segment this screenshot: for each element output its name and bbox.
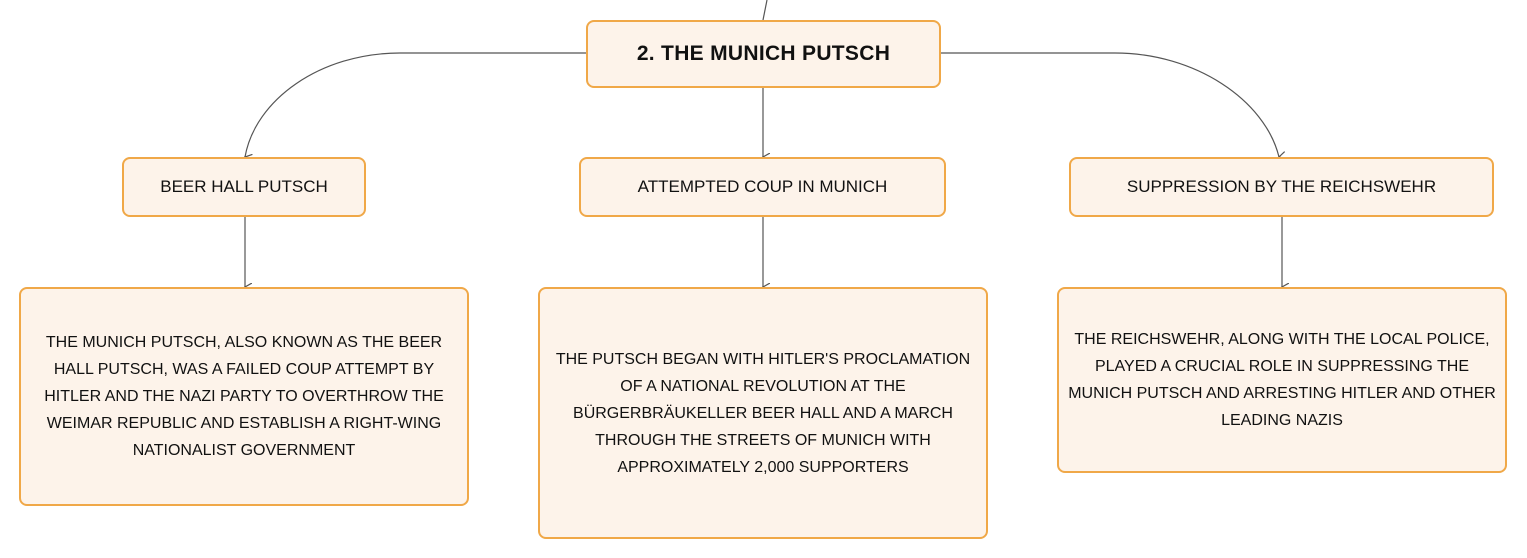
detail-node-suppression[interactable] bbox=[1057, 287, 1507, 473]
topic-node-beer-hall-putsch[interactable] bbox=[122, 157, 366, 217]
parent-connector bbox=[763, 0, 767, 20]
root-node-label: 2. THE MUNICH PUTSCH bbox=[636, 42, 891, 65]
root-node[interactable] bbox=[586, 20, 941, 88]
detail-node-beer-hall-putsch[interactable] bbox=[19, 287, 469, 506]
connector-root-to-suppression bbox=[941, 53, 1279, 157]
topic-node-suppression[interactable] bbox=[1069, 157, 1494, 217]
connector-root-to-beer-hall bbox=[245, 53, 586, 157]
detail-node-text: THE REICHSWEHR, ALONG WITH THE LOCAL POLICE, PLAYED A CRUCIAL ROLE IN SUPPRESSING THE MUNICH PUTSCH AND ARRESTING HITLER AND OTHER LEADING NAZIS bbox=[1068, 331, 1496, 429]
topic-node-label: BEER HALL PUTSCH bbox=[160, 177, 328, 196]
topic-node-label: SUPPRESSION BY THE REICHSWEHR bbox=[1126, 177, 1437, 196]
detail-node-attempted-coup[interactable] bbox=[538, 287, 988, 539]
topic-node-attempted-coup[interactable] bbox=[579, 157, 946, 217]
detail-node-text: THE PUTSCH BEGAN WITH HITLER'S PROCLAMATION OF A NATIONAL REVOLUTION AT THE BÜRGERBRÄUKELLER BEER HALL AND A MARCH THROUGH THE STREETS OF MUNICH WITH APPROXIMATELY 2,000 SUPPORTERS bbox=[555, 350, 971, 476]
detail-node-text: THE MUNICH PUTSCH, ALSO KNOWN AS THE BEER HALL PUTSCH, WAS A FAILED COUP ATTEMPT BY HITLER AND THE NAZI PARTY TO OVERTHROW THE WEIMAR REPUBLIC AND ESTABLISH A RIGHT-WING NATIONALIST GOVERNMENT bbox=[44, 334, 444, 459]
topic-node-label: ATTEMPTED COUP IN MUNICH bbox=[637, 177, 888, 196]
